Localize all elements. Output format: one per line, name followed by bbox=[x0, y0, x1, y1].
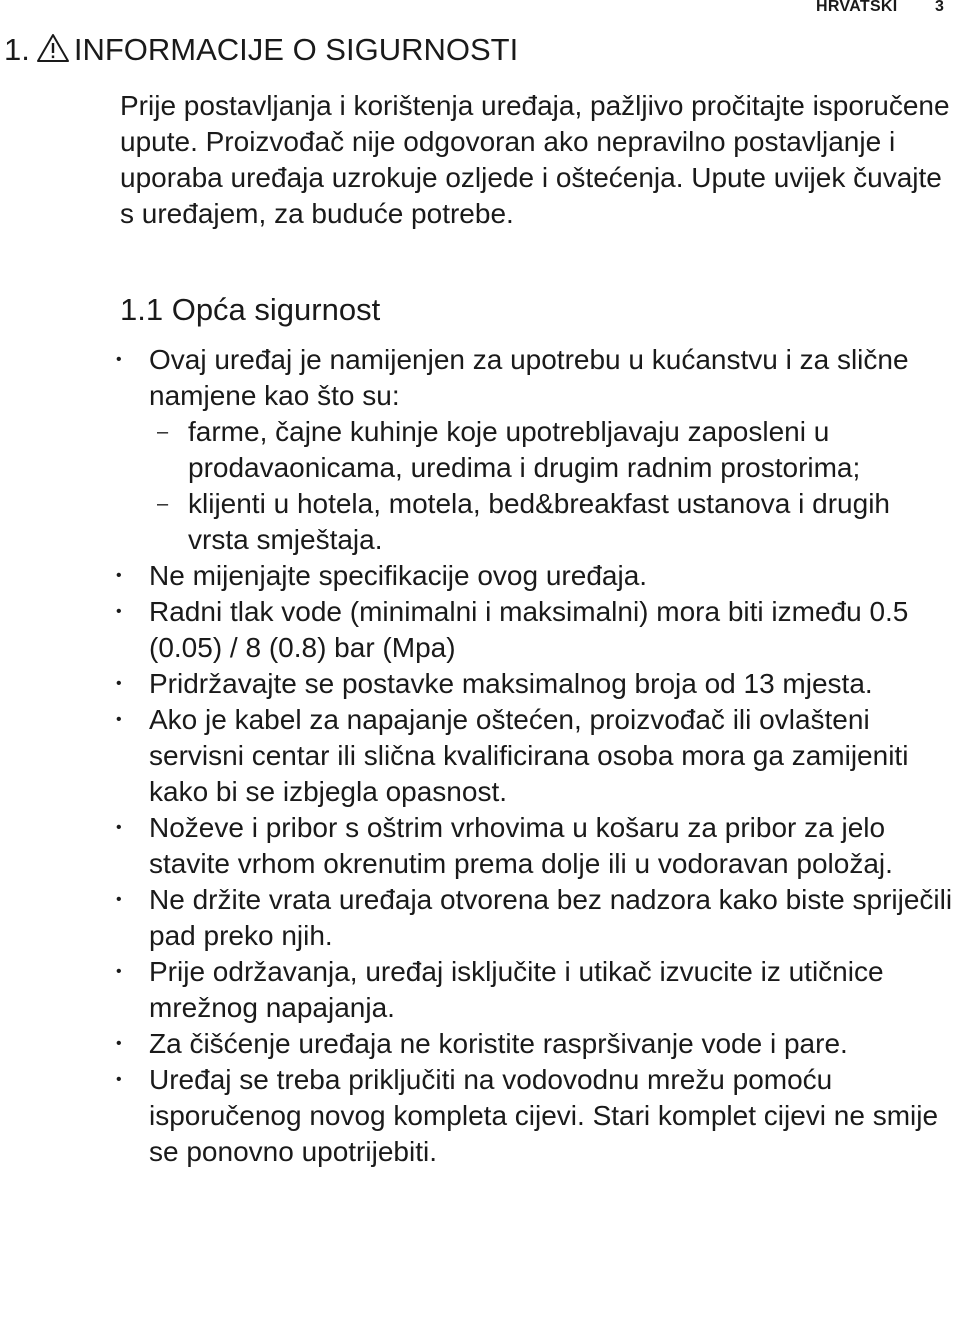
list-item-text: Pridržavajte se postavke maksimalnog broja od 13 mjesta. bbox=[149, 668, 873, 699]
sub-list-item bbox=[149, 414, 955, 486]
section-title bbox=[4, 30, 518, 70]
list-item-text: Prije održavanja, uređaj isključite i utikač izvucite iz utičnice mrežnog napajanja. bbox=[149, 956, 884, 1023]
sub-list-item-text: farme, čajne kuhinje koje upotrebljavaju zaposleni u prodavaonicama, uredima i drugim radnim prostorima; bbox=[188, 416, 861, 483]
list-item-text: Ovaj uređaj je namijenjen za upotrebu u kućanstvu i za slične namjene kao što su: bbox=[149, 344, 909, 411]
list-item-text: Ne držite vrata uređaja otvorena bez nadzora kako biste spriječili pad preko njih. bbox=[149, 884, 953, 951]
intro-paragraph: Prije postavljanja i korištenja uređaja, pažljivo pročitajte isporučene upute. Proizvođač nije odgovoran ako nepravilno postavljanje i uporaba uređaja uzrokuje ozljede i oštećenja. Upute uvijek čuvajte s uređajem, za buduće potrebe. bbox=[120, 90, 950, 229]
header-language: HRVATSKI bbox=[816, 0, 898, 15]
list-item-text: Radni tlak vode (minimalni i maksimalni) mora biti između 0.5 (0.05) / 8 (0.8) bar (Mpa) bbox=[149, 596, 909, 663]
list-item bbox=[110, 666, 955, 702]
bullet-icon: • bbox=[116, 1071, 122, 1088]
list-item bbox=[110, 558, 955, 594]
warning-triangle-icon bbox=[36, 33, 70, 63]
bullet-icon: • bbox=[116, 567, 122, 584]
sub-list-item bbox=[149, 486, 955, 558]
list-item bbox=[110, 1062, 955, 1170]
list-item bbox=[110, 882, 955, 954]
bullet-icon: • bbox=[116, 675, 122, 692]
list-item bbox=[110, 1026, 955, 1062]
section-title-text: INFORMACIJE O SIGURNOSTI bbox=[73, 32, 519, 67]
bullet-icon: • bbox=[116, 819, 122, 836]
page-header bbox=[0, 0, 960, 22]
bullet-icon: • bbox=[116, 1035, 122, 1052]
page-number: 3 bbox=[935, 0, 944, 15]
bullet-icon: • bbox=[116, 711, 122, 728]
list-item-text: Za čišćenje uređaja ne koristite raspršivanje vode i pare. bbox=[149, 1028, 848, 1059]
list-item-text: Noževe i pribor s oštrim vrhovima u košaru za pribor za jelo stavite vrhom okrenutim prema dolje ili u vodoravan položaj. bbox=[149, 812, 893, 879]
sub-list-item-text: klijenti u hotela, motela, bed&breakfast ustanova i drugih vrsta smještaja. bbox=[188, 488, 890, 555]
dash-icon: – bbox=[157, 493, 169, 515]
list-item bbox=[110, 702, 955, 810]
list-item bbox=[110, 594, 955, 666]
dash-icon: – bbox=[157, 421, 169, 443]
list-item-text: Uređaj se treba priključiti na vodovodnu mrežu pomoću isporučenog novog kompleta cijevi. Stari komplet cijevi ne smije se ponovno upotrijebiti. bbox=[149, 1064, 939, 1167]
section-number: 1. bbox=[4, 32, 30, 67]
list-item bbox=[110, 954, 955, 1026]
list-item bbox=[110, 810, 955, 882]
bullet-icon: • bbox=[116, 891, 122, 908]
list-item-text: Ne mijenjajte specifikacije ovog uređaja. bbox=[149, 560, 648, 591]
subsection-title: 1.1 Opća sigurnost bbox=[120, 292, 381, 327]
sub-list bbox=[149, 414, 955, 558]
safety-list bbox=[110, 342, 955, 1170]
bullet-icon: • bbox=[116, 963, 122, 980]
bullet-icon: • bbox=[116, 603, 122, 620]
list-item-text: Ako je kabel za napajanje oštećen, proizvođač ili ovlašteni servisni centar ili slična kvalificirana osoba mora ga zamijeniti kako bi se izbjegla opasnost. bbox=[149, 704, 909, 807]
list-item bbox=[110, 342, 955, 558]
bullet-icon: • bbox=[116, 351, 122, 368]
